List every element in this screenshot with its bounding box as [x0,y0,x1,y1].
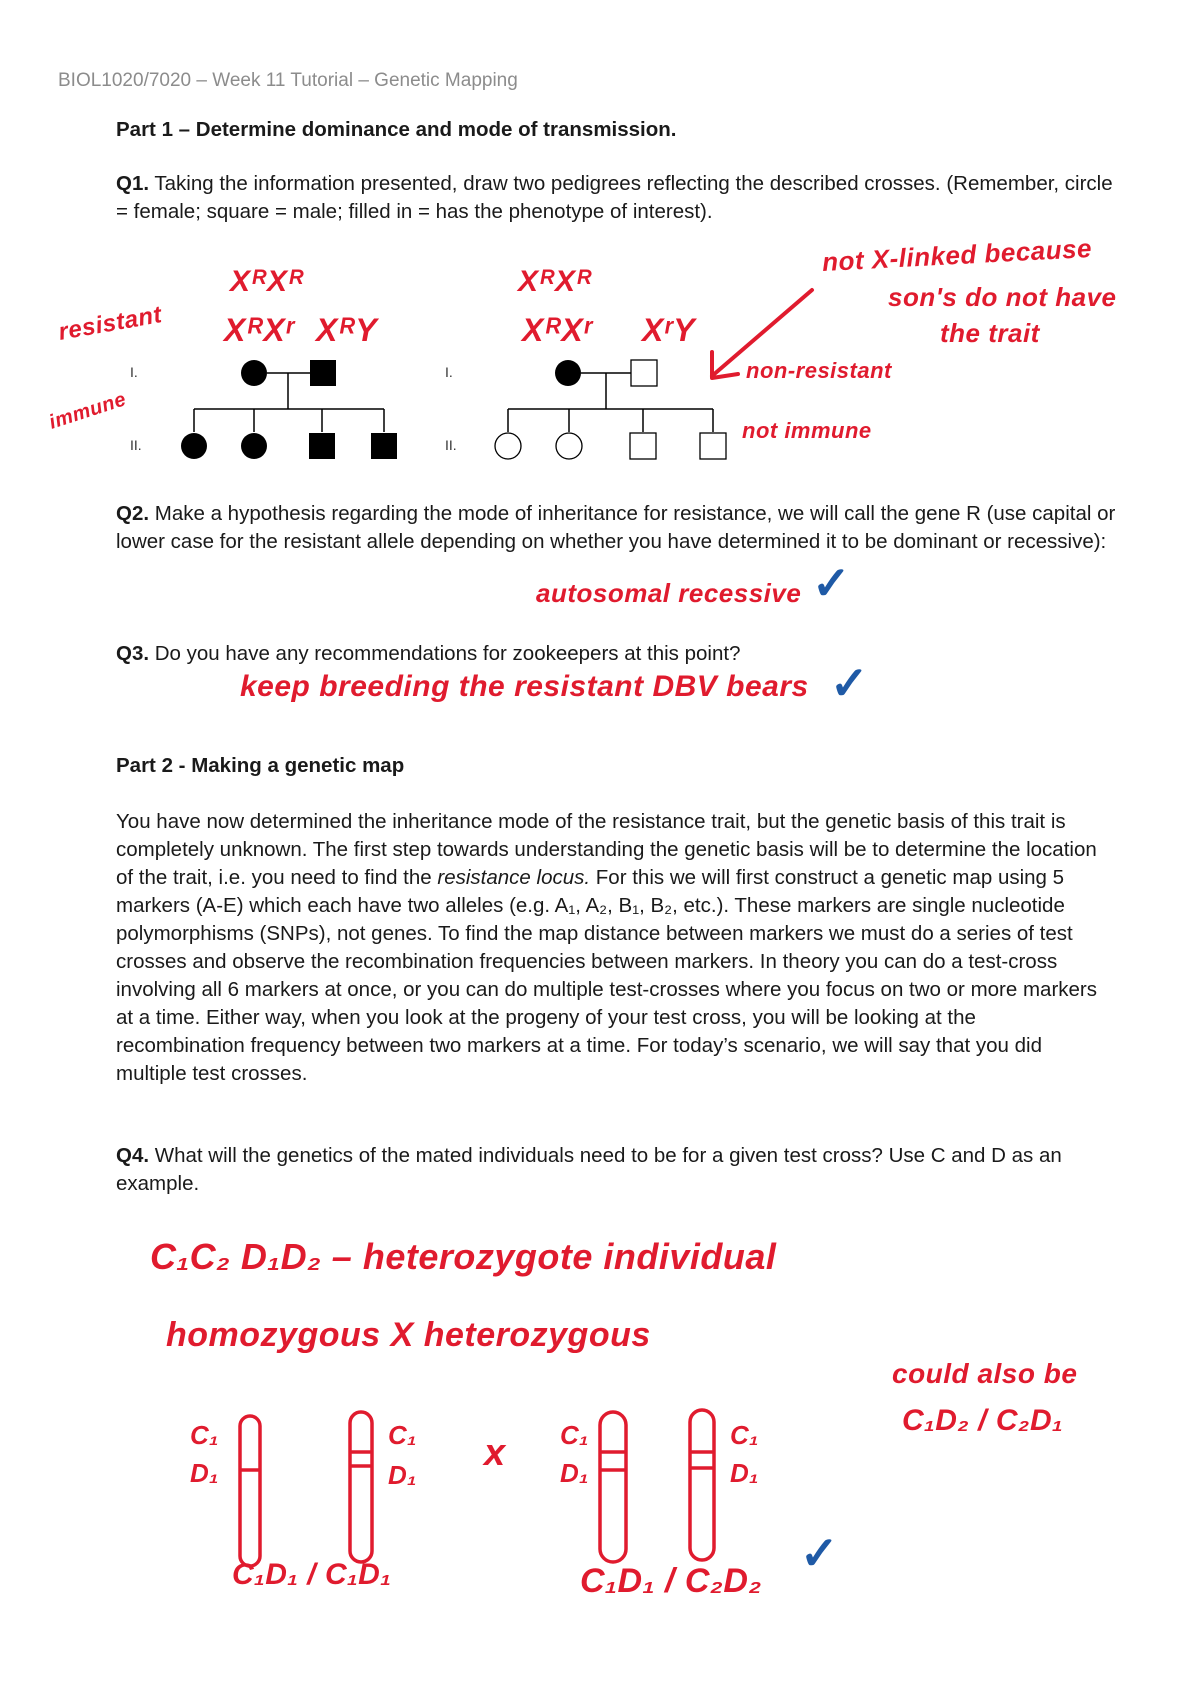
checkmark-q3: ✓ [830,657,869,709]
q1-label: Q1. [116,172,150,195]
chromosome-3 [600,1412,626,1562]
hw-q4-line2: homozygous X heterozygous [166,1316,651,1354]
q4-question [116,1142,1116,1198]
hw-immune: immune [46,388,129,434]
chromosome-2 [350,1412,372,1562]
hw-non-resistant: non-resistant [746,358,892,383]
q4-text: What will the genetics of the mated individuals need to be for a given test cross? Use C and D as an example. [116,1144,1062,1195]
q1-text: Taking the information presented, draw two pedigrees reflecting the described crosses. (Remember, circle = female; square = male; filled in = has the phenotype of interest). [116,172,1113,223]
pedigree-right-daughter-2 [556,433,582,459]
hw-chrom4-label-c: C₁ [730,1420,759,1450]
hw-cross-symbol: x [484,1432,506,1474]
pedigree-right-daughter-1 [495,433,521,459]
hw-resistant: resistant [56,301,165,346]
document-header: BIOL1020/7020 – Week 11 Tutorial – Genetic Mapping [58,70,518,91]
pedigree-right [445,360,726,459]
hw-q2-answer: autosomal recessive [536,578,802,608]
pedigree-right-male-unaffected [631,360,657,386]
hw-not-immune: not immune [742,418,872,443]
part2-title: Part 2 - Making a genetic map [116,754,405,777]
hw-chrom1-label-c: C₁ [190,1420,219,1450]
part2-body-text-2: For this we will first construct a genetic map using 5 markers (A-E) which each have two alleles (e.g. A₁, A₂, B₁, B₂, etc.). These markers are single nucleotide polymorphisms (SNPs), not genes. To find the map distance between markers we must do a series of test crosses and observe the recombination frequencies between markers. In theory you can do a test-cross involving all 6 markers at once, or you can do multiple test-crosses where you focus on two or more markers at a time. Either way, when you look at the progeny of your test cross, you will be looking at the recombination frequency between two markers at a time. For today’s scenario, we will say that you did multiple test crosses. [116,866,1097,1085]
checkmark-q4: ✓ [800,1527,839,1579]
hw-q4-line1: C₁C₂ D₁D₂ – heterozygote individual [150,1236,777,1277]
q2-text: Make a hypothesis regarding the mode of inheritance for resistance, we will call the gene R (use capital or lower case for the resistant allele depending on whether you have determined it to be dominant or recessive): [116,502,1116,553]
pedigree-right-son-2 [700,433,726,459]
pedigree-left-son-1 [309,433,335,459]
hw-right-top-genotype: XᴿXᴿ [518,265,592,298]
hw-sons-do-not-have: son's do not have [888,282,1117,312]
chromosome-4 [690,1410,714,1560]
hw-not-x-linked: not X-linked because [821,232,1093,278]
q3-label: Q3. [116,642,150,665]
part1-title: Part 1 – Determine dominance and mode of transmission. [116,118,677,141]
checkmark-q2: ✓ [812,557,851,609]
hw-chrom2-label-d: D₁ [388,1460,417,1490]
hw-right-male-genotype: XʳY [642,312,696,348]
part2-body-italic: resistance locus. [437,866,591,889]
pedigree-right-gen1-label: I. [445,364,453,380]
pedigree-left-son-2 [371,433,397,459]
chromosome-drawings [0,1400,1200,1640]
hw-left-female-genotype: XᴿXʳ [224,312,295,348]
q4-label: Q4. [116,1144,150,1167]
q3-question [116,640,1116,668]
pedigree-diagrams [0,0,1200,470]
pedigree-left-daughter-1 [181,433,207,459]
pedigree-left-daughter-2 [241,433,267,459]
pedigree-left [130,360,397,459]
hw-left-cross-genotype: C₁D₁ / C₁D₁ [232,1558,392,1591]
hw-could-also-be: could also be [892,1358,1078,1389]
pedigree-right-gen2-label: II. [445,437,457,453]
chromosome-1 [240,1416,260,1566]
pedigree-right-female-affected [555,360,581,386]
part2-body [116,808,1106,1088]
pedigree-right-son-1 [630,433,656,459]
hw-chrom3-label-d: D₁ [560,1458,589,1488]
q3-text: Do you have any recommendations for zookeepers at this point? [149,642,741,665]
hw-left-male-genotype: XᴿY [316,312,378,348]
hw-right-cross-genotype: C₁D₁ / C₂D₂ [580,1562,762,1600]
pedigree-left-male-affected [310,360,336,386]
hw-the-trait: the trait [940,318,1040,348]
pedigree-left-gen2-label: II. [130,437,142,453]
q2-question [116,500,1116,556]
part2-body-text: You have now determined the inheritance mode of the resistance trait, but the genetic basis of this trait is completely unknown. The first step towards understanding the genetic basis will be to determine the location of the trait, i.e. you need to find the [116,810,1097,889]
hw-chrom1-label-d: D₁ [190,1458,219,1488]
hw-q3-answer: keep breeding the resistant DBV bears [240,670,809,703]
hw-right-female-genotype: XᴿXʳ [522,312,593,348]
q2-label: Q2. [116,502,150,525]
hw-left-top-genotype: XᴿXᴿ [230,265,304,298]
hw-chrom2-label-c: C₁ [388,1420,417,1450]
hw-chrom4-label-d: D₁ [730,1458,759,1488]
pedigree-left-female-affected [241,360,267,386]
hw-could-also-genotype: C₁D₂ / C₂D₁ [902,1404,1064,1437]
hw-chrom3-label-c: C₁ [560,1420,589,1450]
pedigree-left-gen1-label: I. [130,364,138,380]
